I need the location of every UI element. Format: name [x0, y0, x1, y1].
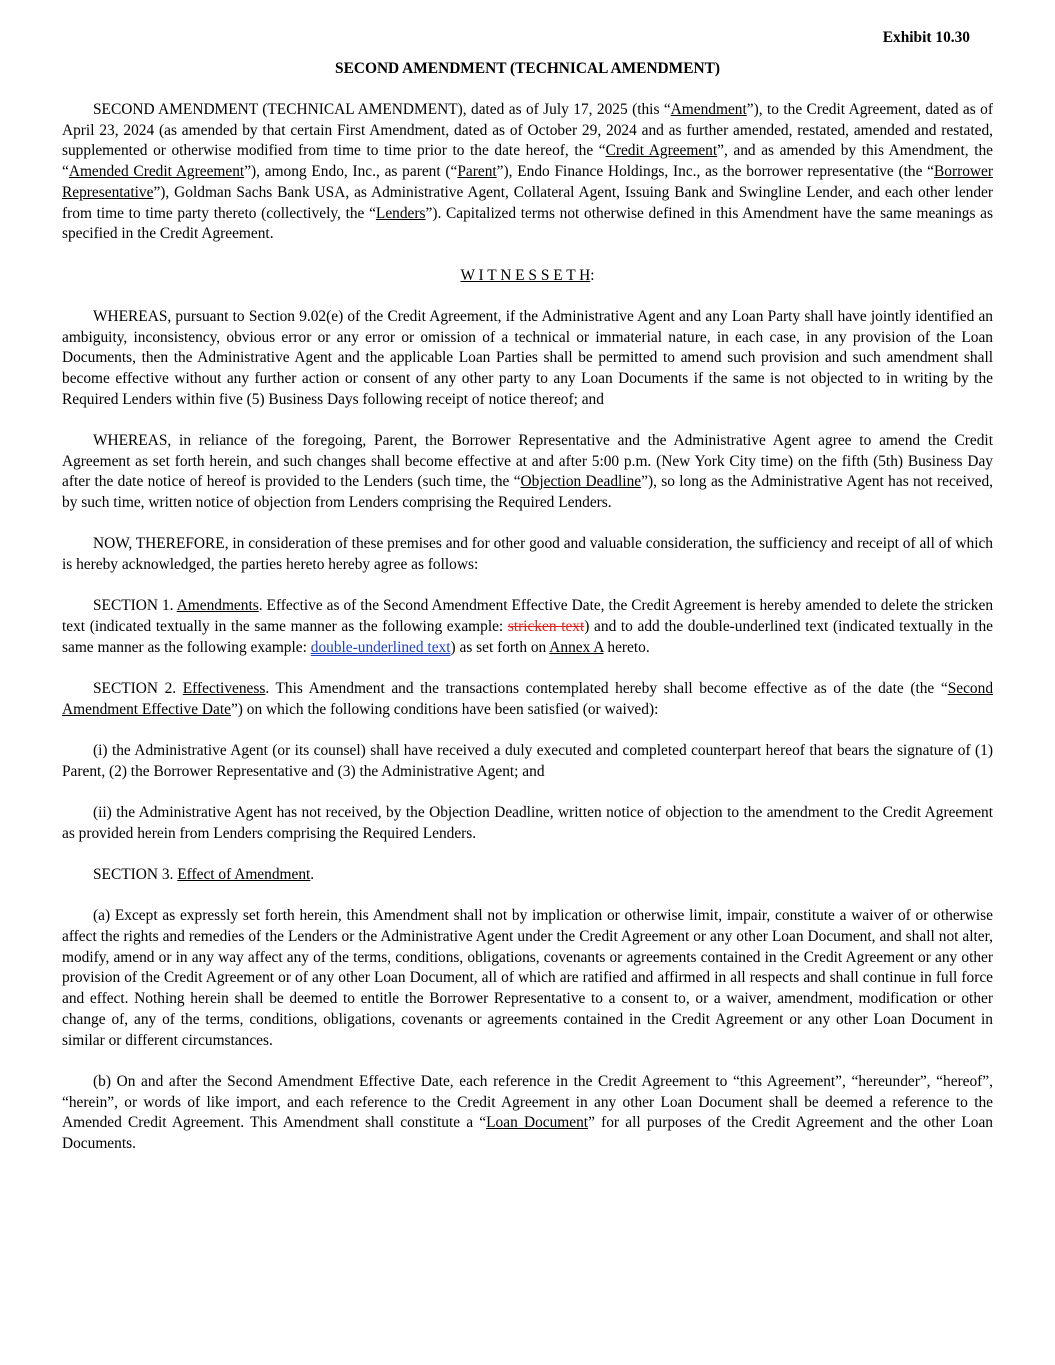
- defined-term-amendment: Amendment: [670, 101, 747, 118]
- stricken-text-example: stricken text: [507, 618, 585, 636]
- defined-term-objection-deadline: Objection Deadline: [520, 473, 642, 491]
- defined-term-loan-document: Loan Document: [486, 1114, 589, 1132]
- section-3-heading: Effect of Amendment: [177, 866, 311, 884]
- defined-term-amended-credit-agreement: Amended Credit Agreement: [68, 163, 245, 181]
- section-2-item-ii: (ii) the Administrative Agent has not received, by the Objection Deadline, written notice of objection to the amendment to the Credit Agreement as provided herein from Lenders comprising the Required Lenders.: [62, 804, 993, 842]
- defined-term-credit-agreement: Credit Agreement: [605, 142, 718, 160]
- defined-term-second-amendment-effective-date: Second Amendment Effective Date: [62, 680, 994, 718]
- exhibit-number: Exhibit 10.30: [882, 29, 970, 46]
- witnesseth-heading: W I T N E S S E T H:: [460, 266, 595, 284]
- defined-term-parent: Parent: [457, 163, 497, 181]
- defined-term-borrower-representative: Borrower Representative: [62, 163, 993, 201]
- section-1-heading: Amendments: [176, 597, 259, 615]
- whereas-paragraph-2: WHEREAS, in reliance of the foregoing, Parent, the Borrower Representative and the Administrative Agent agree to amend the Credit Agreement as set forth herein, and such changes shall become effective at and after 5:00 p.m. (New York City time) on the fifth (5th) Business Day after the date notice of hereof is provided to the Lenders (such time, the “Objection Deadline”), so long as the Administrative Agent has not received, by such time, written notice of objection from Lenders comprising the Required Lenders.: [62, 431, 993, 512]
- intro-paragraph: SECOND AMENDMENT (TECHNICAL AMENDMENT), dated as of July 17, 2025 (this “Amendment”), to the Credit Agreement, dated as of April 23, 2024 (as amended by that certain First Amendment, dated as of October 29, 2024 and as further amended, restated, amended and restated, supplemented or otherwise modified from time to time prior to the date hereof, the “Credit Agreement”, and as amended by this Amendment, the “Amended Credit Agreement”), among Endo, Inc., as parent (“Parent”), Endo Finance Holdings, Inc., as the borrower representative (the “Borrower Representative”), Goldman Sachs Bank USA, as Administrative Agent, Collateral Agent, Issuing Bank and Swingline Lender, and each other lender from time to time party thereto (collectively, the “Lenders”). Capitalized terms not otherwise defined in this Amendment have the same meanings as specified in the Credit Agreement.: [62, 101, 993, 243]
- section-2-paragraph: SECTION 2. Effectiveness. This Amendment and the transactions contemplated hereby shall become effective as of the date (the “Second Amendment Effective Date”) on which the following conditions have been satisfied (or waived):: [62, 680, 994, 718]
- whereas-paragraph-1: WHEREAS, pursuant to Section 9.02(e) of the Credit Agreement, if the Administrative Agent and any Loan Party shall have jointly identified an ambiguity, inconsistency, obvious error or any error or omission of a technical or immaterial nature, in each case, in any provision of the Loan Documents, then the Administrative Agent and the applicable Loan Parties shall be permitted to amend such provision and such amendment shall become effective without any further action or consent of any other party to any Loan Documents if the same is not objected to in writing by the Required Lenders within five (5) Business Days following receipt of notice thereof; and: [62, 307, 993, 408]
- defined-term-lenders: Lenders: [375, 204, 426, 222]
- section-2-label: SECTION 2.: [93, 680, 177, 698]
- document-title: SECOND AMENDMENT (TECHNICAL AMENDMENT): [335, 60, 720, 77]
- now-therefore-paragraph: NOW, THEREFORE, in consideration of these premises and for other good and valuable consideration, the sufficiency and receipt of all of which is hereby acknowledged, the parties hereto hereby agree as follows:: [62, 535, 993, 574]
- section-3-paragraph: SECTION 3. Effect of Amendment.: [93, 866, 315, 884]
- annex-a-reference: Annex A: [549, 638, 604, 656]
- section-3-item-b: (b) On and after the Second Amendment Effective Date, each reference in the Credit Agreement to “this Agreement”, “hereunder”, “hereof”, “herein”, or words of like import, and each reference to the Credit Agreement in any other Loan Document shall be deemed a reference to the Amended Credit Agreement. This Amendment shall constitute a “Loan Document” for all purposes of the Credit Agreement and the other Loan Documents.: [62, 1072, 993, 1152]
- section-3-label: SECTION 3.: [93, 866, 174, 884]
- double-underlined-text-example: double-underlined text: [310, 638, 451, 656]
- section-2-item-i: (i) the Administrative Agent (or its counsel) shall have received a duly executed and completed counterpart hereof that bears the signature of (1) Parent, (2) the Borrower Representative and (3) the Administrative Agent; and: [62, 742, 993, 780]
- section-1-paragraph: SECTION 1. Amendments. Effective as of the Second Amendment Effective Date, the Credit Agreement is hereby amended to delete the stricken text (indicated textually in the same manner as the following example: stricken text) and to add the double-underlined text (indicated textually in the same manner as the following example: double-underlined text) as set forth on Annex A hereto.: [62, 597, 994, 656]
- section-1-label: SECTION 1.: [93, 597, 174, 615]
- section-3-item-a: (a) Except as expressly set forth herein, this Amendment shall not by implication or otherwise limit, impair, constitute a waiver of or otherwise affect the rights and remedies of the Lenders or the Administrative Agent under the Credit Agreement or any other Loan Document, and shall not alter, modify, amend or in any way affect any of the terms, conditions, obligations, covenants or agreements contained in the Credit Agreement or any other provision of the Credit Agreement or of any other Loan Document, all of which are ratified and affirmed in all respects and shall continue in full force and effect. Nothing herein shall be deemed to entitle the Borrower Representative to a consent to, or a waiver, amendment, modification or other change of, any of the terms, conditions, obligations, covenants or agreements contained in the Credit Agreement or any other Loan Document in similar or different circumstances.: [62, 907, 993, 1049]
- document-body: [62, 100, 993, 1175]
- section-2-heading: Effectiveness: [182, 680, 266, 698]
